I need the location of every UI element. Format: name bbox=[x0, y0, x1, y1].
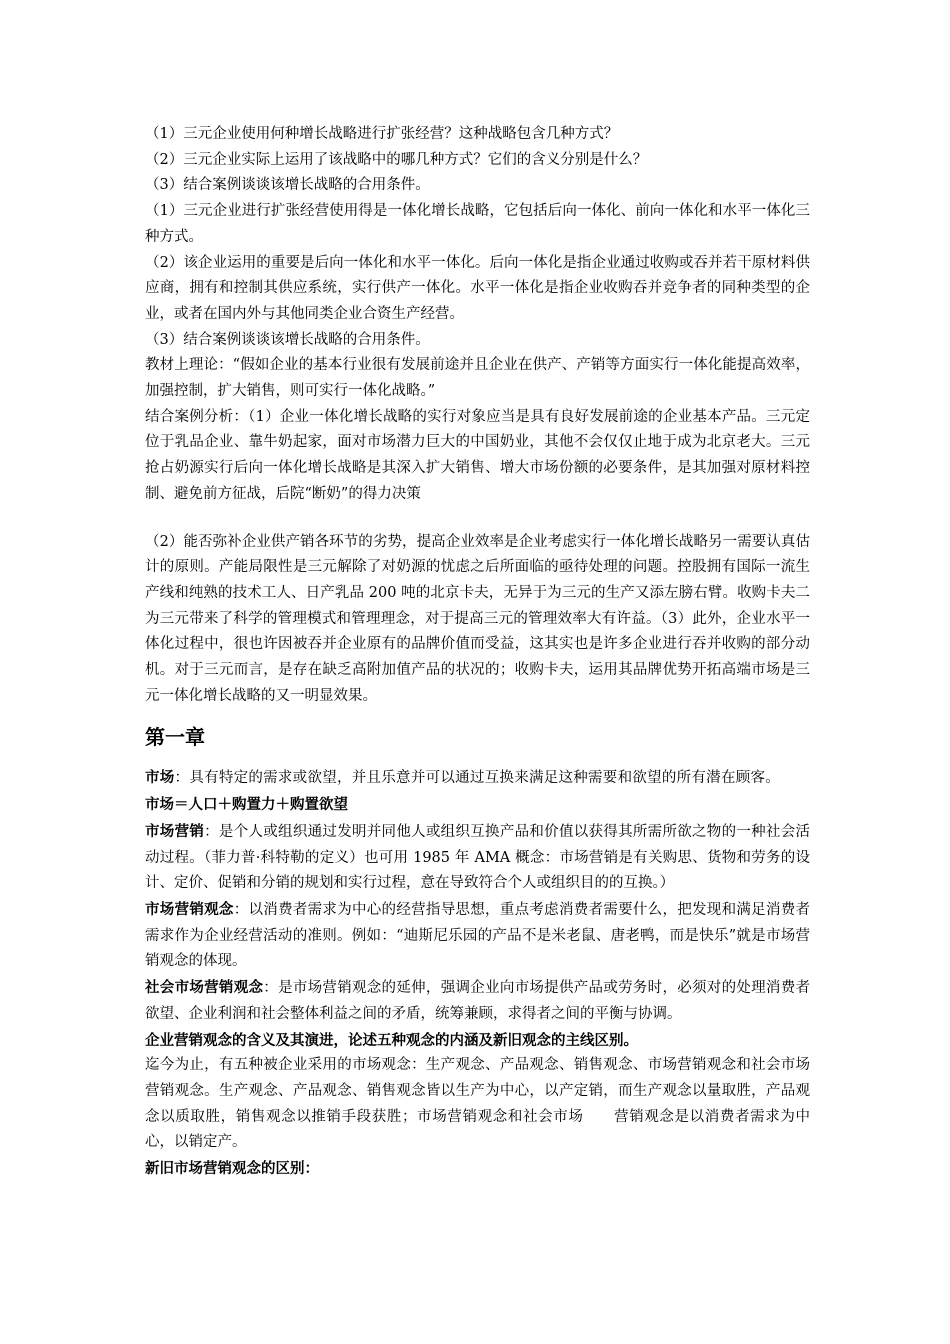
question-3: （3）结合案例谈谈该增长战略的合用条件。 bbox=[145, 177, 430, 194]
essay-title: 企业营销观念的含义及其演进，论述五种观念的内涵及新旧观念的主线区别。 bbox=[145, 1031, 638, 1049]
answer-2: （2）该企业运用的重要是后向一体化和水平一体化。后向一体化是指企业通过收购或吞并若干原材料供应商，拥有和控制其供应系统，实行供产一体化。水平一体化是指企业收购吞并竞争者的同种类型的企业，或者在国内外与其他同类企业合资生产经营。 bbox=[145, 254, 810, 322]
answer-3: （3）结合案例谈谈该增长战略的合用条件。 bbox=[145, 331, 430, 348]
market-def-text: ：具有特定的需求或欲望，并且乐意并可以通过互换来满足这种需要和欲望的所有潜在顾客。 bbox=[174, 770, 781, 787]
social-def-text: ：是市场营销观念的延伸，强调企业向市场提供产品或劳务时，必须对的处理消费者欲望、企业利润和社会整体利益之间的矛盾，统筹兼顾，求得者之间的平衡与协调。 bbox=[145, 980, 811, 1022]
essay-body bbox=[145, 1053, 810, 1156]
blank-line bbox=[145, 508, 810, 530]
essay-body-2: 营销观念是以消费者需求为中心，以销定产。 bbox=[145, 1108, 810, 1151]
market-term: 市场 bbox=[145, 769, 175, 787]
difference-title: 新旧市场营销观念的区别： bbox=[145, 1160, 319, 1178]
marketing-def-text: ：是个人或组织通过发明并同他人或组织互换产品和价值以获得其所需所欲之物的一种社会活动过程。（菲力普·科特勒的定义）也可用 1985 年 AMA 概念：市场营销是有关购思、货物和劳务的设计、定价、促销和分销的规划和实行过程，意在导致符合个人或组织目的的互换。） bbox=[145, 823, 811, 892]
chapter-title: 第一章 bbox=[145, 725, 205, 750]
essay-body-1: 迄今为止，有五种被企业采用的市场观念：生产观念、产品观念、销售观念、市场营销观念和社会市场营销观念。生产观念、产品观念、销售观念皆以生产为中心，以产定销，而生产观念以量取胜，产品观念以质取胜，销售观念以推销手段获胜；市场营销观念和社会市场 bbox=[145, 1057, 810, 1125]
document-page bbox=[145, 122, 810, 1182]
market-formula: 市场＝人口＋购置力＋购置欲望 bbox=[145, 796, 348, 814]
concept-term: 市场营销观念 bbox=[145, 900, 234, 918]
question-2: （2）三元企业实际上运用了该战略中的哪几种方式？它们的含义分别是什么？ bbox=[145, 151, 648, 168]
concept-definition bbox=[145, 897, 810, 975]
theory-paragraph: 教材上理论：“假如企业的基本行业很有发展前途并且企业在供产、产销等方面实行一体化能提高效率，加强控制，扩大销售，则可实行一体化战略。” bbox=[145, 357, 810, 400]
question-1: （1）三元企业使用何种增长战略进行扩张经营？这种战略包含几种方式？ bbox=[145, 126, 619, 142]
concept-def-text: ：以消费者需求为中心的经营指导思想，重点考虑消费者需要什么，把发现和满足消费者需求作为企业经营活动的准则。例如：“迪斯尼乐园的产品不是米老鼠、唐老鸭，而是快乐”就是市场营销观念的体现。 bbox=[145, 901, 811, 970]
social-definition bbox=[145, 975, 810, 1027]
marketing-term: 市场营销 bbox=[145, 822, 205, 840]
answer-1: （1）三元企业进行扩张经营使用得是一体化增长战略，它包括后向一体化、前向一体化和水平一体化三种方式。 bbox=[145, 203, 810, 245]
analysis-paragraph-2: （2）能否弥补企业供产销各环节的劣势，提高企业效率是企业考虑实行一体化增长战略另一需要认真估计的原则。产能局限性是三元解除了对奶源的忧虑之后所面临的亟待处理的问题。控股拥有国际一流生产线和纯熟的技术工人、日产乳品 200 吨的北京卡夫，无异于为三元的生产又添左膀右臂。收购卡夫二为三元带来了科学的管理模式和管理理念，对于提高三元的管理效率大有许益。（3）此外，企业水平一体化过程中，很也许因被吞并企业原有的品牌价值而受益，这其实也是许多企业进行吞并收购的部分动机。对于三元而言，是存在缺乏高附加值产品的状况的；收购卡夫，运用其品牌优势开拓高端市场是三元一体化增长战略的又一明显效果。 bbox=[145, 533, 810, 704]
market-definition bbox=[145, 765, 810, 818]
social-term: 社会市场营销观念 bbox=[145, 979, 264, 997]
analysis-paragraph: 结合案例分析：（1）企业一体化增长战略的实行对象应当是具有良好发展前途的企业基本产品。三元定位于乳品企业、靠牛奶起家，面对市场潜力巨大的中国奶业，其他不会仅仅止地于成为北京老大。三元抢占奶源实行后向一体化增长战略是其深入扩大销售、增大市场份额的必要条件，是其加强对原材料控制、避免前方征战，后院“断奶”的得力决策 bbox=[145, 408, 810, 502]
marketing-definition bbox=[145, 819, 810, 897]
